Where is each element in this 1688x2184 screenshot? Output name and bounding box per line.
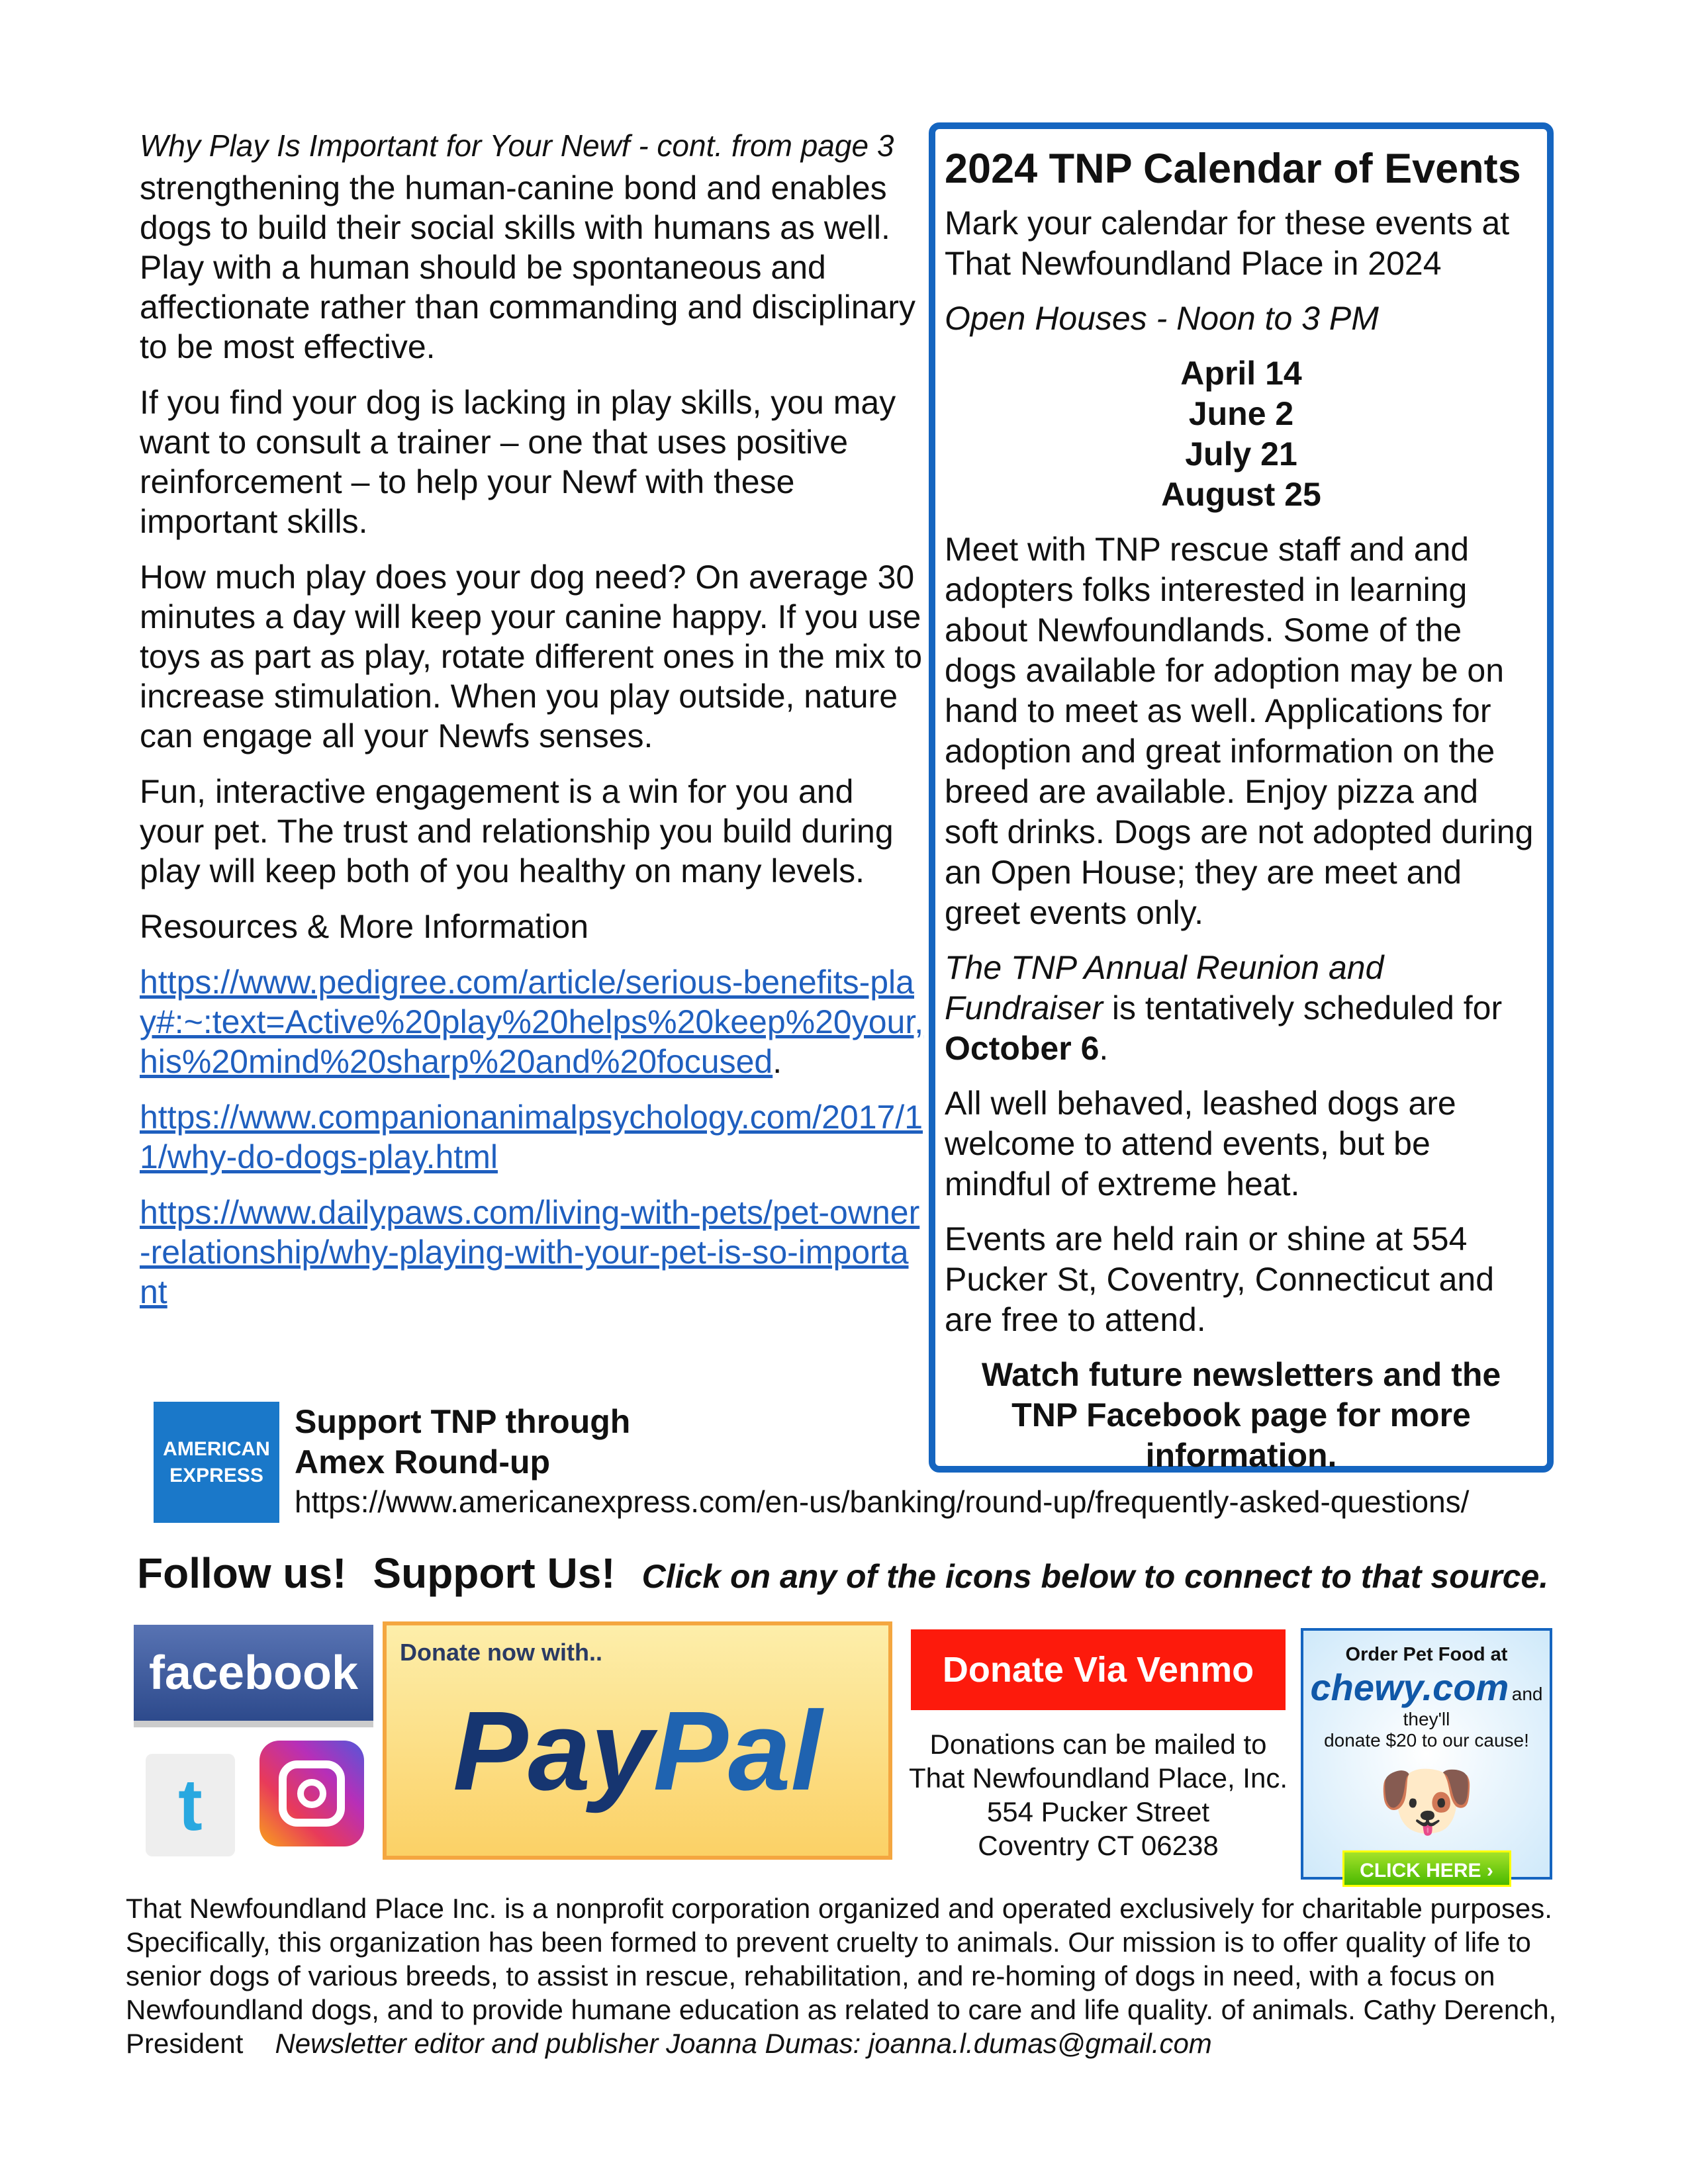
superhero-dog-icon: 🐶 (1377, 1756, 1476, 1845)
open-houses-heading: Open Houses - Noon to 3 PM (945, 300, 1379, 337)
chewy-click-here-button[interactable]: CLICK HERE › (1342, 1850, 1511, 1887)
article-column: Why Play Is Important for Your Newf - cont. from page 3 strengthening the human-canine bond and enables dogs to build their social skills with humans as well. Play with a human should be spontaneous and affectionate rather than commanding and disciplinary to be most effective. If you find your dog is lacking in play skills, you may want to consult a trainer – one that uses positive reinforcement – to help your Newf with these important skills. How much play does your dog need? On average 30 minutes a day will keep your canine happy. If you use toys as part as play, rotate different ones in the mix to increase stimulation. When you play outside, nature can engage all your Newfs senses. Fun, interactive engagement is a win for you and your pet. The trust and relationship you build during play will keep both of you healthy on many levels. Resources & More Information https://www.pedigree.com/article/serious-benefits-play#:~:text=Active%20play%20helps%20keep%20your,his%20mind%20sharp%20and%20focused. https://www.companionanimalpsychology.com/2017/11/why-do-dogs-play.html https://www.dailypaws.com/living-with-pets/pet-owner-relationship/why-playing-with-your-pet-is-so-important (140, 126, 924, 1328)
paypal-logo: PayPal (453, 1688, 822, 1814)
support-us: Support Us! (373, 1549, 616, 1597)
link-companion-animal[interactable]: https://www.companionanimalpsychology.com/2017/11/why-do-dogs-play.html (140, 1099, 923, 1175)
click-instruction: Click on any of the icons below to connect to that source. (641, 1558, 1549, 1595)
paypal-donate-button[interactable]: Donate now with.. PayPal (383, 1621, 892, 1860)
watch-note: Watch future newsletters and the TNP Facebook page for more information. (981, 1356, 1501, 1474)
location-note: Events are held rain or shine at 554 Pucker St, Coventry, Connecticut and are free to attend. (945, 1220, 1495, 1338)
follow-support-heading (137, 1549, 1575, 1598)
paragraph: Fun, interactive engagement is a win for you and your pet. The trust and relationship you build during play will keep both of you healthy on many levels. (140, 773, 894, 889)
amex-logo[interactable]: AMERICAN EXPRESS (154, 1402, 279, 1523)
amex-url[interactable]: https://www.americanexpress.com/en-us/banking/round-up/frequently-asked-questions/ (295, 1484, 1470, 1519)
date: August 25 (1161, 476, 1321, 513)
date: July 21 (1185, 435, 1297, 473)
date: June 2 (1188, 395, 1294, 432)
mailing-address: Donations can be mailed to That Newfoundland Place, Inc. 554 Pucker Street Coventry CT 06238 (908, 1729, 1288, 1861)
amex-title: Support TNP through Amex Round-up (295, 1403, 631, 1480)
link-pedigree[interactable]: https://www.pedigree.com/article/serious-benefits-play#:~:text=Active%20play%20helps%20keep%20your,his%20mind%20sharp%20and%20focused (140, 964, 924, 1080)
calendar-title: 2024 TNP Calendar of Events (945, 146, 1521, 192)
paragraph: How much play does your dog need? On average 30 minutes a day will keep your canine happy. If you use toys as part as play, rotate different ones in the mix to increase stimulation. When you play outside, nature can engage all your Newfs senses. (140, 559, 923, 754)
footer (126, 1891, 1582, 2060)
paragraph: strengthening the human-canine bond and enables dogs to build their social skills with humans as well. Play with a human should be spontaneous and affectionate rather than commanding and disciplinary to be most effective. (140, 169, 915, 365)
editor-credit: Newsletter editor and publisher Joanna Dumas: joanna.l.dumas@gmail.com (275, 2028, 1212, 2059)
link-dailypaws[interactable]: https://www.dailypaws.com/living-with-pets/pet-owner-relationship/why-playing-with-your-pet-is-so-important (140, 1194, 920, 1310)
venmo-donate-button[interactable]: Donate Via Venmo (911, 1629, 1286, 1710)
open-house-description: Meet with TNP rescue staff and and adopters folks interested in learning about Newfoundlands. Some of the dogs available for adoption may be on hand to meet as well. Applications for adoption and great information on the breed are available. Enjoy pizza and soft drinks. Dogs are not adopted during an Open House; they are meet and greet events only. (945, 531, 1534, 931)
calendar-box (929, 122, 1554, 1473)
continuation-title: Why Play Is Important for Your Newf - cont. from page 3 (140, 128, 894, 163)
follow-us: Follow us! (137, 1549, 347, 1597)
calendar-intro: Mark your calendar for these events at That Newfoundland Place in 2024 (945, 205, 1510, 282)
facebook-button[interactable]: facebook (134, 1625, 373, 1721)
dogs-note: All well behaved, leashed dogs are welcome to attend events, but be mindful of extreme heat. (945, 1085, 1456, 1203)
chewy-ad[interactable]: Order Pet Food at chewy.com and they'll donate $20 to our cause! 🐶 CLICK HERE › (1301, 1628, 1552, 1880)
instagram-icon[interactable] (259, 1741, 364, 1846)
twitter-icon[interactable]: t (146, 1754, 235, 1856)
resources-heading: Resources & More Information (140, 908, 589, 945)
chewy-logo: chewy.com (1310, 1666, 1509, 1708)
date: April 14 (1180, 355, 1302, 392)
reunion-note: The TNP Annual Reunion and Fundraiser is tentatively scheduled for October 6. (945, 949, 1503, 1067)
mission-statement: That Newfoundland Place Inc. is a nonprofit corporation organized and operated exclusively for charitable purposes. Specifically, this organization has been formed to prevent cruelty to animals. Our mission is to offer quality of life to senior dogs of various breeds, to assist in rescue, rehabilitation, and re-homing of dogs in need, with a focus on Newfoundland dogs, and to provide humane education as related to care and life quality. of animals. Cathy Derench, President (126, 1893, 1557, 2059)
paragraph: If you find your dog is lacking in play skills, you may want to consult a trainer – one that uses positive reinforcement – to help your Newf with these important skills. (140, 384, 896, 540)
